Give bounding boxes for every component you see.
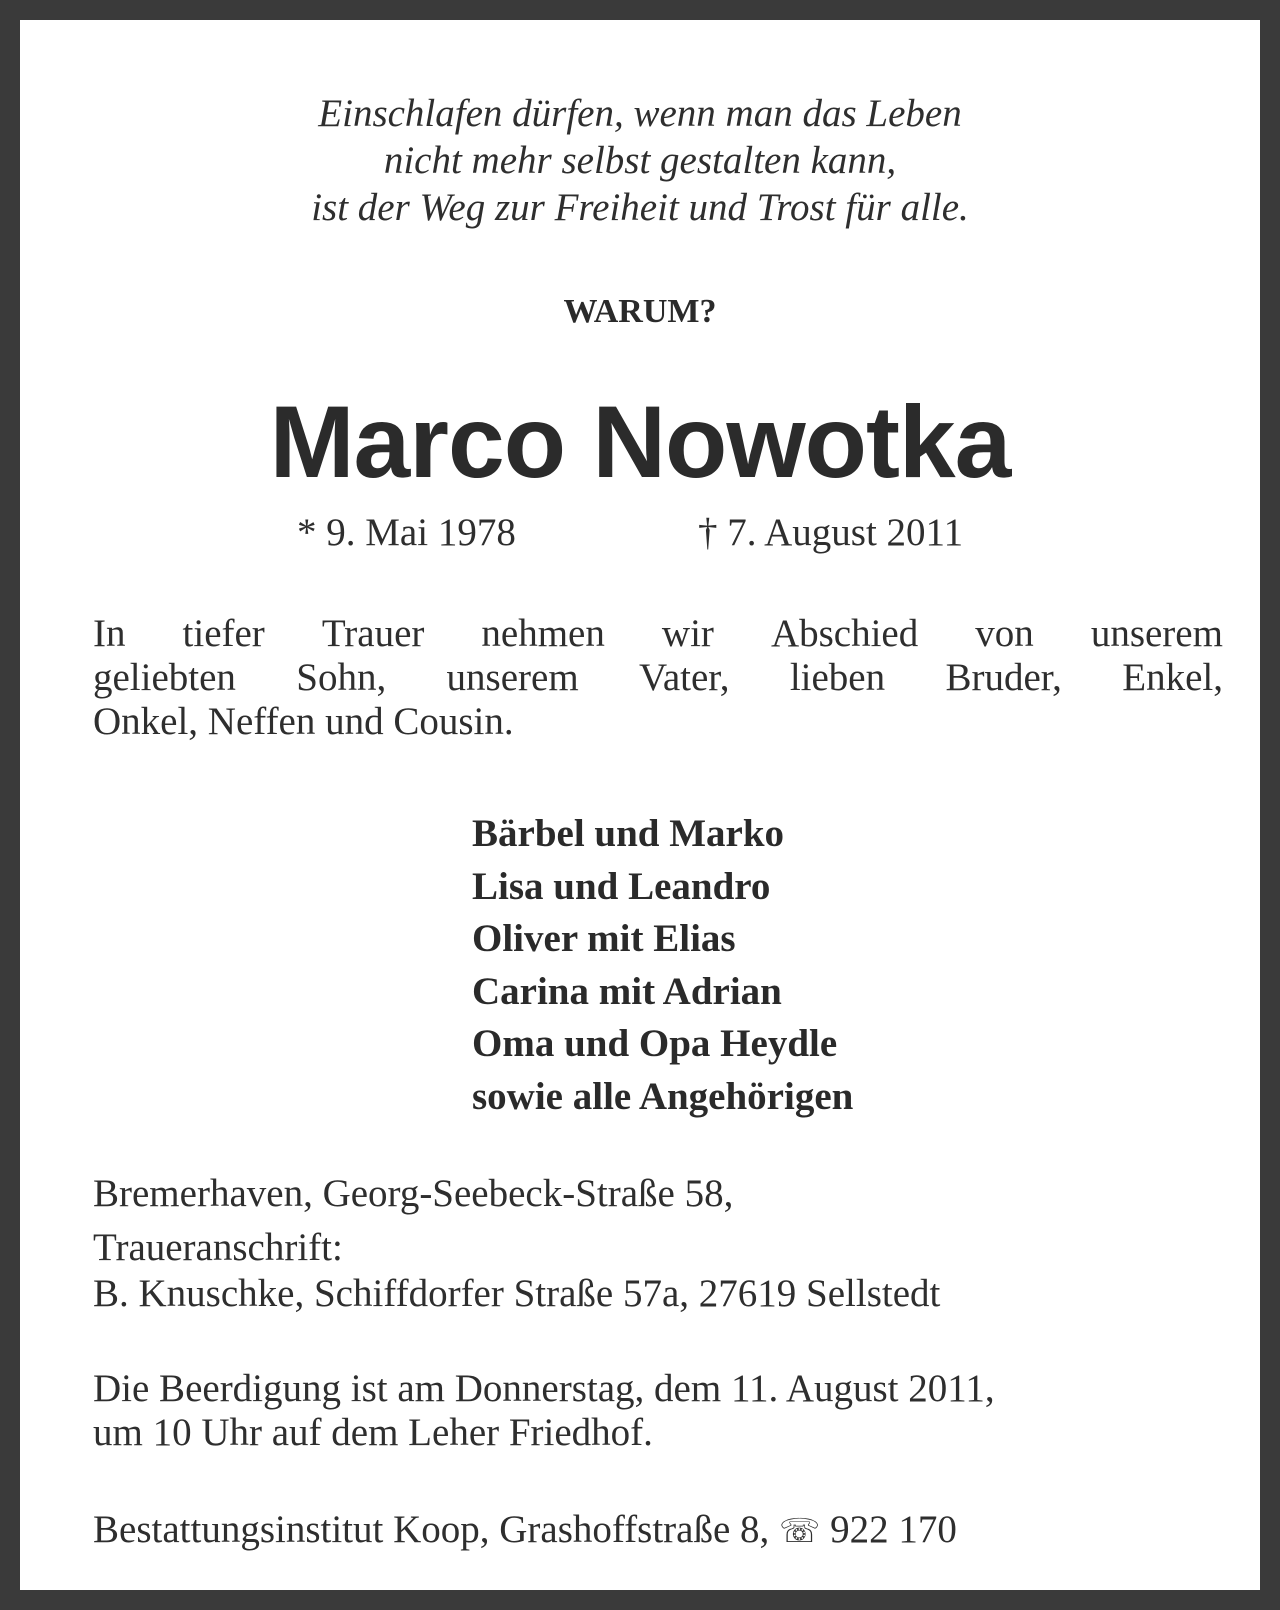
mourning-address [93,1171,940,1317]
word: In [93,612,126,655]
death-date: † 7. August 2011 [698,511,964,554]
word: unserem [446,656,579,699]
funeral-info [93,1367,995,1455]
word: geliebten [93,656,236,699]
mourner: sowie alle Angehörigen [472,1074,854,1118]
mourner: Oliver mit Elias [472,917,736,961]
word: Enkel, [1122,656,1223,699]
poem-line: ist der Weg zur Freiheit und Trost für alle. [311,186,969,229]
poem-line: Einschlafen dürfen, wenn man das Leben [318,92,962,135]
word: tiefer [182,612,265,655]
mourning-text-line: Onkel, Neffen und Cousin. [93,700,514,743]
poem-line: nicht mehr selbst gestalten kann, [383,139,897,182]
word: Sohn, [296,656,387,699]
mourner: Lisa und Leandro [472,864,771,908]
address-label: Traueranschrift: [93,1226,343,1269]
mourner: Oma und Opa Heydle [472,1022,838,1066]
word: lieben [789,656,886,699]
word: von [975,612,1034,655]
funeral-line: um 10 Uhr auf dem Leher Friedhof. [93,1411,653,1454]
mourner: Carina mit Adrian [472,969,782,1013]
undertaker-phone: 922 170 [830,1508,957,1551]
mourning-text-line [93,656,1223,700]
word: Abschied [770,612,919,655]
address-city-line: Bremerhaven, Georg-Seebeck-Straße 58, [93,1172,734,1215]
undertaker-name: Bestattungsinstitut Koop, Grashoffstraße 8, [93,1508,770,1551]
undertaker-info [93,1507,957,1554]
deceased-name: Marco Nowotka [269,385,1011,499]
mourning-text [93,612,1223,744]
word: wir [661,612,714,655]
word: unserem [1090,612,1223,655]
word: Vater, [639,656,730,699]
funeral-line: Die Beerdigung ist am Donnerstag, dem 11. August 2011, [93,1367,995,1410]
birth-date: * 9. Mai 1978 [297,511,516,554]
question-heading: WARUM? [563,293,717,330]
mourning-text-line [93,612,1223,656]
phone-icon: ☏ [779,1511,821,1550]
word: Bruder, [945,656,1062,699]
word: nehmen [481,612,605,655]
poem [20,90,1260,231]
word: Trauer [321,612,425,655]
address-contact: B. Knuschke, Schiffdorfer Straße 57a, 27619 Sellstedt [93,1272,941,1315]
mourners-list [472,808,853,1124]
mourner: Bärbel und Marko [472,812,785,855]
